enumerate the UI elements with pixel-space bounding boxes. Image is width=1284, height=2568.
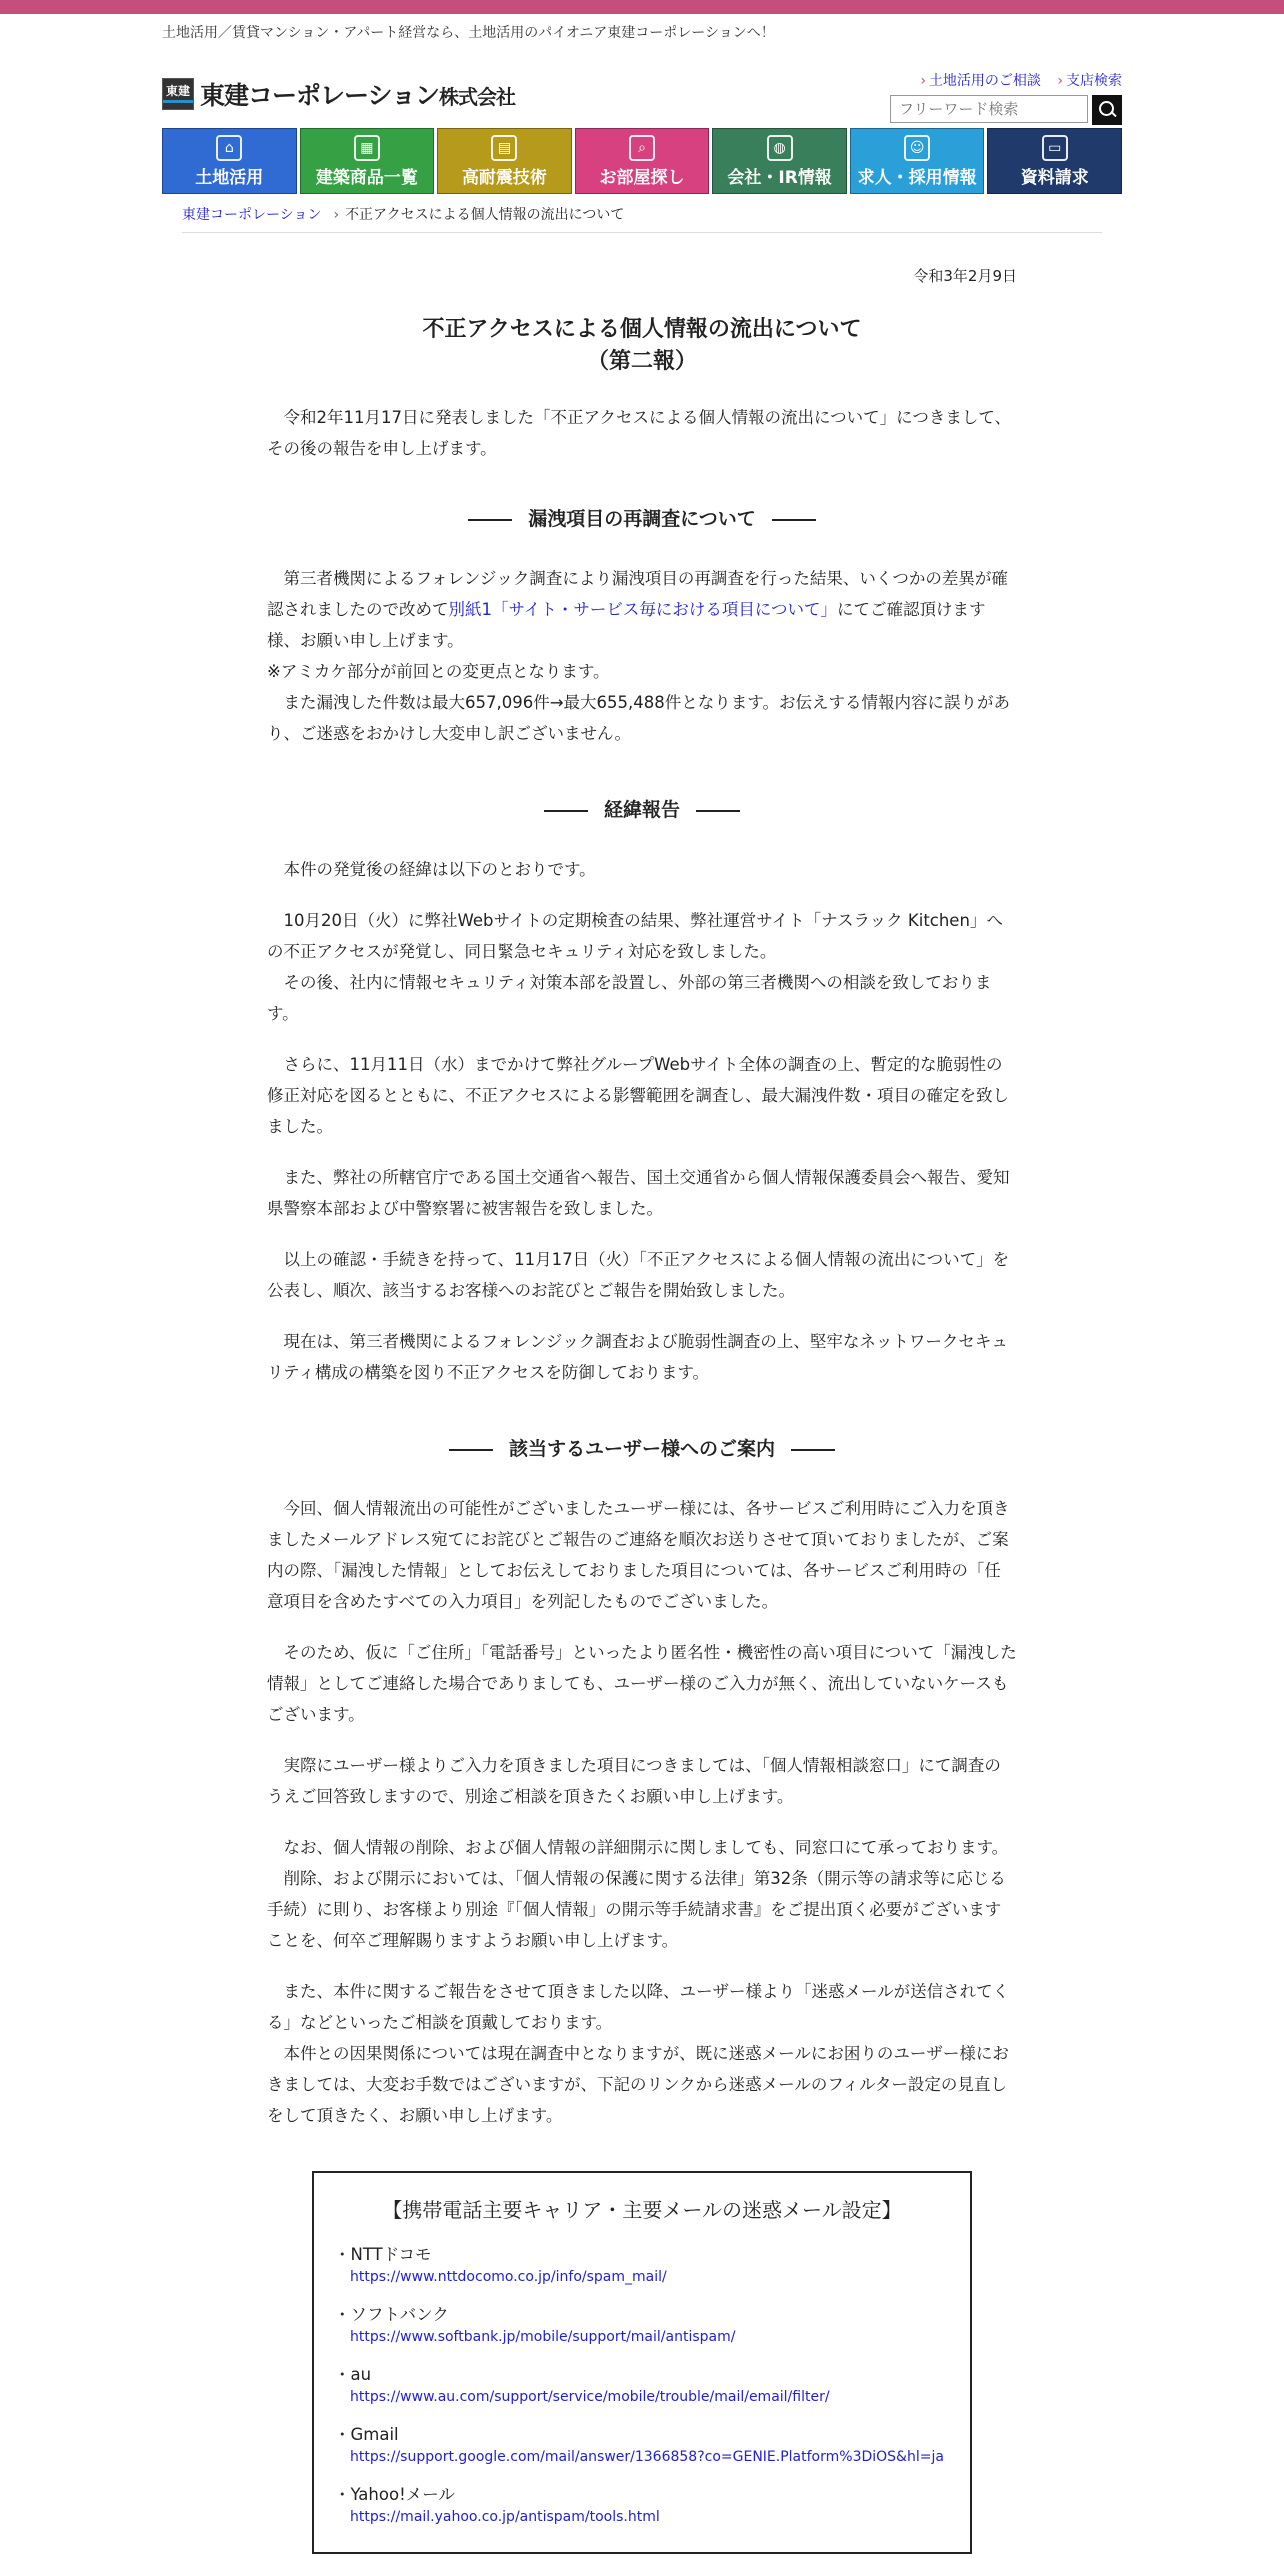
heading-dash-right [772,519,816,521]
section-heading-text: 該当するユーザー様へのご案内 [508,1438,775,1460]
nav-item-company-ir[interactable] [712,128,847,194]
logo-company-suffix: 株式会社 [439,85,516,109]
search-input[interactable] [890,95,1088,123]
reinvestigation-paragraph [267,563,1017,656]
site-header [162,50,1122,128]
section-heading-user-guide [267,1434,1017,1465]
nav-label: 求人・採用情報 [857,168,977,188]
nav-label: 会社・IR情報 [727,168,832,188]
breadcrumb-current: 不正アクセスによる個人情報の流出について [345,207,625,223]
search-icon-handle [1110,111,1116,117]
section-heading-history [267,795,1017,826]
heading-dash-left [449,1449,493,1451]
breadcrumb [182,204,1102,233]
logo-text [200,76,515,112]
page-wrapper [162,14,1122,2554]
text-span: 第三者機関によるフォレンジック調査により漏洩項目の再調査を行った結果、いくつかの差異が確認されましたので改めて [267,569,1008,619]
carrier-link[interactable]: https://www.nttdocomo.co.jp/info/spam_mail/ [350,2269,667,2285]
heading-dash-left [544,810,588,812]
guide-paragraph-3: 実際にユーザー様よりご入力を頂きました項目につきましては、「個人情報相談窓口」にて調査のうえご回答致しますので、別途ご相談を頂きたくお願い申し上げます。 [267,1756,1001,1806]
guide-paragraph-7: 本件との因果関係については現在調査中となりますが、既に迷惑メールにお困りのユーザー様におきましては、大変お手数ではございますが、下記のリンクから迷惑メールのフィルター設定の見直しをして頂きたく、お願い申し上げます。 [267,2044,1009,2125]
magnifier-icon: ⌕ [629,135,655,161]
spam-settings-box [312,2171,972,2554]
page-title-line1: 不正アクセスによる個人情報の流出について [422,317,862,342]
logo-company-name: 東建コーポレーション [200,81,440,110]
document-icon: ▭ [1042,135,1068,161]
leak-count-paragraph: また漏洩した件数は最大657,096件→最大655,488件となります。お伝えする情報内容に誤りがあり、ご迷惑をおかけし大変申し訳ございません。 [267,693,1010,743]
top-accent-bar [0,0,1284,14]
history-paragraph-5: 以上の確認・手続きを持って、11月17日（火）「不正アクセスによる個人情報の流出について」を公表し、順次、該当するお客様へのお詫びとご報告を開始致しました。 [267,1250,1010,1300]
nav-item-room-search[interactable] [575,128,710,194]
nav-item-request-docs[interactable] [987,128,1122,194]
heading-dash-right [696,810,740,812]
history-paragraph-3: さらに、11月11日（水）までかけて弊社グループWebサイト全体の調査の上、暫定的な脆弱性の修正対応を図るとともに、不正アクセスによる影響範囲を調査し、最大漏洩件数・項目の確定を致しました。 [267,1055,1010,1136]
carrier-link[interactable]: https://support.google.com/mail/answer/1366858?co=GENIE.Platform%3DiOS&hl=ja [350,2449,944,2465]
history-paragraph-2: その後、社内に情報セキュリティ対策本部を設置し、外部の第三者機関への相談を致しております。 [267,973,992,1023]
history-paragraph-6: 現在は、第三者機関によるフォレンジック調査および脆弱性調査の上、堅牢なネットワークセキュリティ構成の構築を図り不正アクセスを防御しております。 [267,1332,1008,1382]
change-note: ※アミカケ部分が前回との変更点となります。 [267,662,610,681]
carrier-link[interactable]: https://mail.yahoo.co.jp/antispam/tools.html [350,2509,660,2525]
nav-label: 建築商品一覧 [315,168,418,188]
nav-item-products[interactable] [300,128,435,194]
nav-item-recruit[interactable] [850,128,985,194]
carrier-name: ・NTTドコモ [334,2245,432,2264]
land-consult-link[interactable]: › 土地活用のご相談 [920,73,1041,89]
nav-label: 高耐震技術 [461,168,547,188]
history-paragraph-1: 10月20日（火）に弊社Webサイトの定期検査の結果、弊社運営サイト「ナスラック Kitchen」への不正アクセスが発覚し、同日緊急セキュリティ対応を致しました。 [267,911,1003,961]
guide-paragraph-1: 今回、個人情報流出の可能性がございましたユーザー様には、各サービスご利用時にご入力を頂きましたメールアドレス宛てにお詫びとご報告のご連絡を順次お送りさせて頂いておりましたが、ご案内の際、「漏洩した情報」としてお伝えしておりました項目については、各サービスご利用時の「任意項目を含めたすべての入力項目」を列記したものでございました。 [267,1499,1010,1611]
section-heading-text: 経緯報告 [603,799,680,821]
chevron-right-icon: › [333,207,340,223]
publish-date: 令和3年2月9日 [913,267,1017,285]
heading-dash-right [791,1449,835,1451]
guide-paragraph-5: 削除、および開示においては、「個人情報の保護に関する法律」第32条（開示等の請求等に応じる手続）に則り、お客様より別途『「個人情報」の開示等手続請求書』をご提出頂く必要がございますことを、何卒ご理解賜りますようお願い申し上げます。 [267,1869,1006,1950]
nav-label: お部屋探し [599,168,685,188]
page-title-line2: （第二報） [586,349,697,374]
house-icon: ⌂ [216,135,242,161]
person-icon: ☺ [904,135,930,161]
company-logo[interactable] [162,76,515,112]
branch-search-link[interactable]: › 支店検索 [1057,73,1122,89]
carrier-link[interactable]: https://www.softbank.jp/mobile/support/mail/antispam/ [350,2329,736,2345]
section-heading-reinvestigation [267,504,1017,535]
carrier-item-au [334,2364,950,2408]
logo-mark-icon [162,78,194,110]
structure-icon: ▤ [491,135,517,161]
carrier-item-softbank [334,2304,950,2348]
search-button[interactable] [1092,95,1122,125]
carrier-name: ・Yahoo!メール [334,2485,455,2504]
guide-paragraph-2: そのため、仮に「ご住所」「電話番号」といったより匿名性・機密性の高い項目について「漏洩した情報」としてご連絡した場合でありましても、ユーザー様のご入力が無く、流出していないケースもございます。 [267,1643,1017,1724]
carrier-name: ・ソフトバンク [334,2305,449,2324]
globe-icon: ◍ [767,135,793,161]
carrier-item-gmail [334,2424,950,2468]
history-intro: 本件の発覚後の経緯は以下のとおりです。 [283,860,596,879]
carrier-name: ・au [334,2365,372,2384]
intro-paragraph: 令和2年11月17日に発表しました「不正アクセスによる個人情報の流出について」につきまして、その後の報告を申し上げます。 [267,408,1012,458]
site-tagline: 土地活用／賃貸マンション・アパート経営なら、土地活用のパイオニア東建コーポレーションへ！ [162,25,775,41]
utility-area [890,70,1122,125]
attachment1-link[interactable]: 別紙1「サイト・サービス毎における項目について」 [448,600,838,619]
section-heading-text: 漏洩項目の再調査について [528,508,756,530]
nav-item-land-use[interactable] [162,128,297,194]
guide-paragraph-6: また、本件に関するご報告をさせて頂きました以降、ユーザー様より「迷惑メールが送信されてくる」などといったご相談を頂戴しております。 [267,1982,1010,2032]
building-icon: ▦ [354,135,380,161]
carrier-item-yahoo [334,2484,950,2528]
logo-mark-text: 東建 [165,84,190,98]
heading-dash-left [468,519,512,521]
text-span: にてご確認頂けます様、お願い申し上げます。 [267,600,986,650]
global-nav [162,128,1122,194]
guide-paragraph-4: なお、個人情報の削除、および個人情報の詳細開示に関しましても、同窓口にて承っております。 [283,1838,1009,1857]
spam-box-title: 【携帯電話主要キャリア・主要メールの迷惑メール設定】 [382,2198,902,2222]
search-form [890,95,1122,125]
article [267,261,1017,2554]
carrier-link[interactable]: https://www.au.com/support/service/mobile/trouble/mail/email/filter/ [350,2389,830,2405]
nav-item-seismic[interactable] [437,128,572,194]
breadcrumb-home-link[interactable]: 東建コーポレーション [182,207,322,223]
logo-mark-stripe [163,100,193,103]
utility-links [890,70,1122,90]
nav-label: 資料請求 [1020,168,1089,188]
history-paragraph-4: また、弊社の所轄官庁である国土交通省へ報告、国土交通省から個人情報保護委員会へ報告、愛知県警察本部および中警察署に被害報告を致しました。 [267,1168,1010,1218]
carrier-item-docomo [334,2244,950,2288]
page-title [267,314,1017,378]
nav-label: 土地活用 [195,168,264,188]
carrier-name: ・Gmail [334,2425,399,2444]
